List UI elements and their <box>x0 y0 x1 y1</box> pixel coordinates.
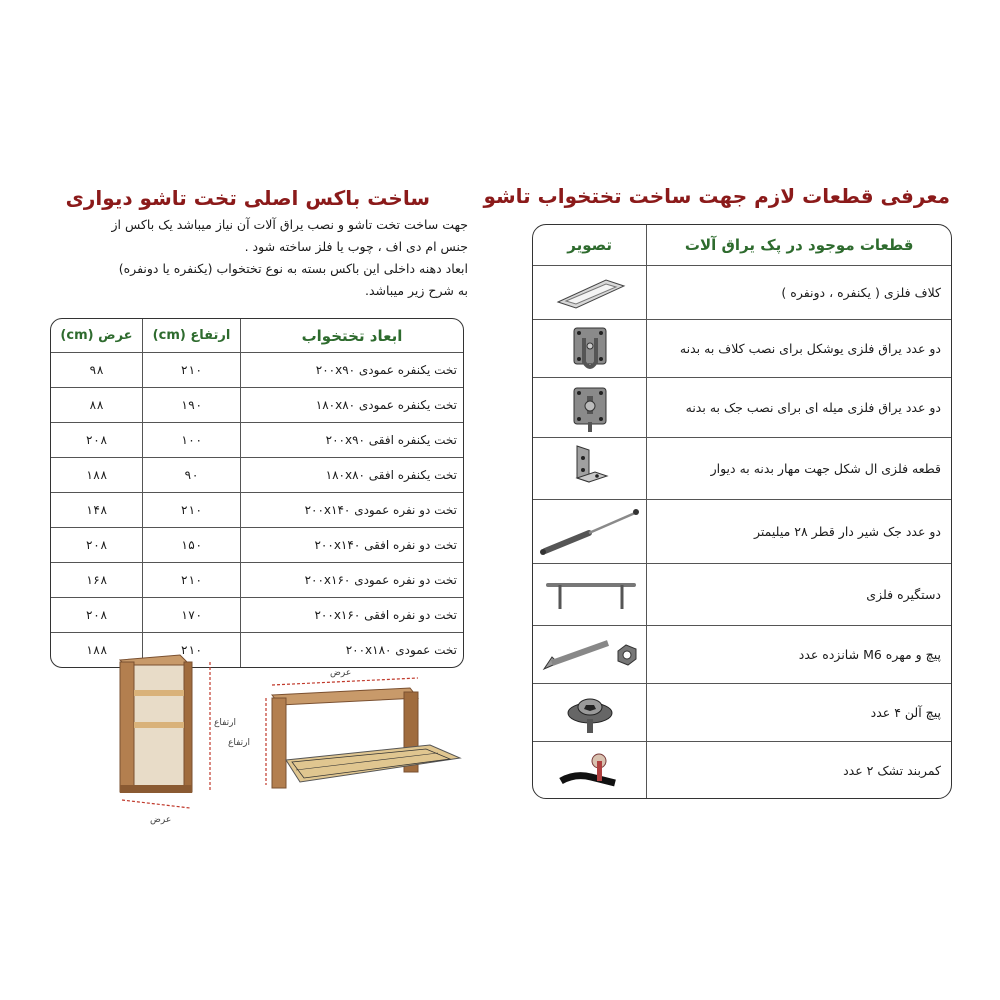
part-description: پیچ آلن ۴ عدد <box>646 684 951 742</box>
width-cell: ۱۸۸ <box>85 643 108 657</box>
table-row <box>533 320 951 378</box>
part-description: کلاف فلزی ( یکنفره ، دونفره ) <box>646 266 951 320</box>
u-bracket-plate-icon <box>568 324 612 374</box>
height-cell: ۲۱۰ <box>142 493 240 528</box>
height-label: ارتفاع <box>214 718 237 728</box>
table-row <box>533 564 951 626</box>
table-row <box>533 266 951 320</box>
table-row <box>51 458 463 493</box>
part-description: دستگیره فلزی <box>646 564 951 626</box>
intro-line: جهت ساخت تخت تاشو و نصب یراق آلات آن نیاز میباشد یک باکس از <box>111 217 468 232</box>
table-header-row <box>51 319 463 353</box>
height-label: ارتفاع <box>228 738 251 748</box>
table-row <box>533 378 951 438</box>
width-cell: ۱۸۸ <box>51 458 142 493</box>
height-cell: ۱۵۰ <box>142 528 240 563</box>
height-cell: ۲۱۰ <box>142 353 240 388</box>
vertical-box-illustration <box>120 655 236 825</box>
header-bed-dimensions: ابعاد تختخواب <box>240 319 463 353</box>
part-description: کمربند تشک ۲ عدد <box>646 742 951 798</box>
horizontal-box-illustration <box>228 668 460 788</box>
bolt-nut-icon <box>538 633 642 677</box>
table-row <box>533 626 951 684</box>
intro-line: به شرح زیر میباشد. <box>364 283 468 298</box>
width-label: عرض <box>150 815 172 825</box>
bed-type-cell: تخت دو نفره افقی ۲۰۰x۱۴۰ <box>240 528 463 563</box>
box-section-title: ساخت باکس اصلی تخت تاشو دیواری <box>65 186 430 210</box>
height-cell: ۹۰ <box>142 458 240 493</box>
box-intro-text <box>48 214 468 302</box>
allen-screw-icon <box>560 689 620 737</box>
width-cell: ۲۰۸ <box>51 528 142 563</box>
table-row <box>51 493 463 528</box>
bed-type-cell: تخت یکنفره عمودی ۱۸۰x۸۰ <box>240 388 463 423</box>
table-row <box>533 684 951 742</box>
width-cell: ۲۰۸ <box>51 423 142 458</box>
table-row <box>51 598 463 633</box>
box-illustrations <box>100 650 470 830</box>
bed-type-cell: تخت یکنفره افقی ۱۸۰x۸۰ <box>240 458 463 493</box>
parts-section-title: معرفی قطعات لازم جهت ساخت تختخواب تاشو <box>483 184 950 208</box>
gas-spring-icon <box>537 505 643 559</box>
handle-icon <box>540 575 640 615</box>
table-row <box>533 742 951 798</box>
height-cell: ۲۱۰ <box>142 563 240 598</box>
height-cell: ۱۹۰ <box>142 388 240 423</box>
bed-type-cell: تخت دو نفره عمودی ۲۰۰x۱۶۰ <box>240 563 463 598</box>
table-row <box>51 353 463 388</box>
width-cell: ۱۶۸ <box>51 563 142 598</box>
rod-bracket-plate-icon <box>568 382 612 434</box>
part-description: دو عدد یراق فلزی میله ای برای نصب جک به بدنه <box>646 378 951 438</box>
l-bracket-icon <box>567 442 613 496</box>
frame-icon <box>552 276 628 310</box>
parts-table <box>532 224 952 799</box>
intro-line: ابعاد دهنه داخلی این باکس بسته به نوع تختخواب (یکنفره یا دونفره) <box>118 261 468 276</box>
width-cell: ۱۴۸ <box>51 493 142 528</box>
bed-type-cell: تخت یکنفره عمودی ۲۰۰x۹۰ <box>240 353 463 388</box>
table-row <box>51 528 463 563</box>
bed-type-cell: تخت عمودی ۲۰۰x۱۸۰ <box>240 633 463 667</box>
bed-type-cell: تخت دو نفره عمودی ۲۰۰x۱۴۰ <box>240 493 463 528</box>
header-height: ارتفاع (cm) <box>142 319 240 353</box>
table-header-row <box>533 225 951 266</box>
table-row <box>51 563 463 598</box>
mattress-strap-icon <box>555 747 625 793</box>
width-cell: ۲۰۸ <box>51 598 142 633</box>
part-description: دو عدد یراق فلزی یوشکل برای نصب کلاف به بدنه <box>646 320 951 378</box>
part-description: قطعه فلزی ال شکل جهت مهار بدنه به دیوار <box>646 438 951 500</box>
header-width: عرض (cm) <box>51 319 142 353</box>
width-label: عرض <box>330 668 352 678</box>
table-row <box>51 423 463 458</box>
bed-type-cell: تخت یکنفره افقی ۲۰۰x۹۰ <box>240 423 463 458</box>
header-image: تصویر <box>533 225 646 266</box>
header-parts: قطعات موجود در پک یراق آلات <box>646 225 951 266</box>
width-cell: ۸۸ <box>51 388 142 423</box>
table-row <box>51 388 463 423</box>
height-cell: ۱۷۰ <box>142 598 240 633</box>
table-row <box>533 438 951 500</box>
part-description: پیچ و مهره M6 شانزده عدد <box>646 626 951 684</box>
width-cell: ۹۸ <box>51 353 142 388</box>
intro-line: جنس ام دی اف ، چوب یا فلز ساخته شود . <box>244 239 468 254</box>
table-row <box>533 500 951 564</box>
part-description: دو عدد جک شیر دار قطر ۲۸ میلیمتر <box>646 500 951 564</box>
bed-dimensions-table <box>50 318 464 668</box>
bed-type-cell: تخت دو نفره افقی ۲۰۰x۱۶۰ <box>240 598 463 633</box>
height-cell: ۲۱۰ <box>142 633 240 667</box>
height-cell: ۱۰۰ <box>142 423 240 458</box>
